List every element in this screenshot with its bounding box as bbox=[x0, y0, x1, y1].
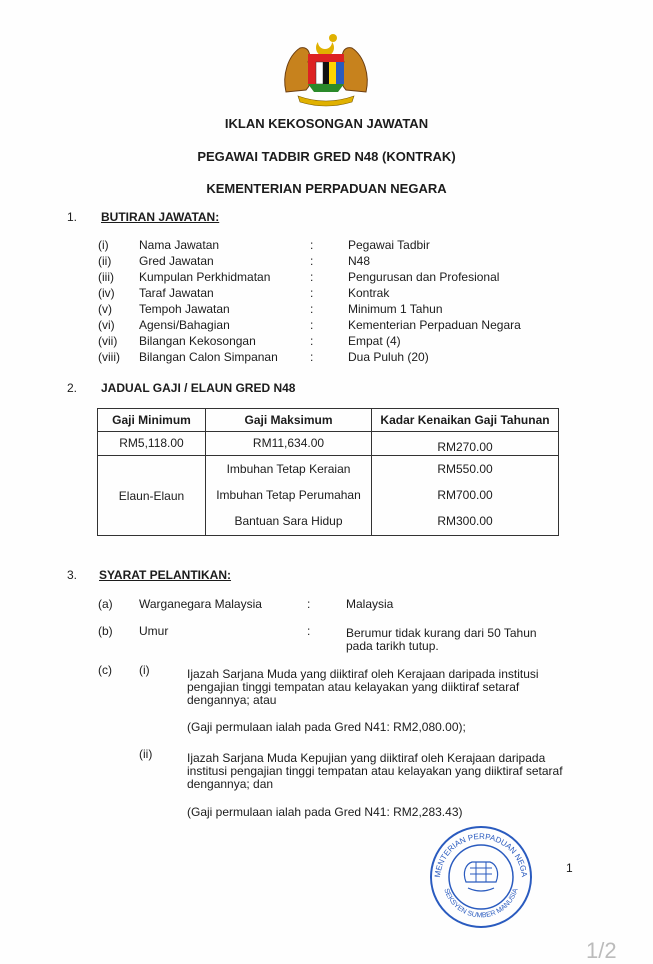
list-item-label: Umur bbox=[139, 624, 169, 638]
list-item-separator: : bbox=[307, 624, 311, 638]
paragraph-line: institusi pengajian tinggi tempatan atau kelayakan yang diiktiraf setaraf bbox=[187, 764, 563, 778]
list-item-separator: : bbox=[310, 286, 314, 300]
list-item-value: Empat (4) bbox=[348, 334, 401, 348]
list-item-separator: : bbox=[310, 350, 314, 364]
table-cell: Elaun-Elaun bbox=[98, 456, 206, 536]
section-heading: JADUAL GAJI / ELAUN GRED N48 bbox=[101, 381, 296, 395]
table-row bbox=[98, 456, 559, 482]
list-item-label: Tempoh Jawatan bbox=[139, 302, 230, 316]
page-number: 1 bbox=[566, 861, 573, 875]
position-title: PEGAWAI TADBIR GRED N48 (KONTRAK) bbox=[197, 149, 456, 164]
list-item-label: Bilangan Kekosongan bbox=[139, 334, 256, 348]
list-item-separator: : bbox=[307, 597, 311, 611]
table-header-row bbox=[98, 409, 559, 432]
table-cell: RM300.00 bbox=[372, 508, 559, 536]
list-item-index: (i) bbox=[139, 663, 150, 677]
list-item-label: Kumpulan Perkhidmatan bbox=[139, 270, 271, 284]
list-item-value: Kementerian Perpaduan Negara bbox=[348, 318, 521, 332]
list-item-index: (a) bbox=[98, 597, 113, 611]
list-item-index: (iv) bbox=[98, 286, 115, 300]
list-item-separator: : bbox=[310, 238, 314, 252]
paragraph-line: Ijazah Sarjana Muda Kepujian yang diiktiraf oleh Kerajaan daripada bbox=[187, 751, 546, 765]
malaysia-coat-of-arms-icon bbox=[278, 30, 374, 108]
section-heading: BUTIRAN JAWATAN: bbox=[101, 210, 220, 224]
table-row bbox=[98, 432, 559, 456]
list-item-index: (vii) bbox=[98, 334, 118, 348]
table-cell: RM5,118.00 bbox=[98, 432, 206, 456]
list-item-label: Warganegara Malaysia bbox=[139, 597, 262, 611]
paragraph-line: Ijazah Sarjana Muda yang diiktiraf oleh Kerajaan daripada institusi bbox=[187, 667, 539, 681]
list-item-value: Kontrak bbox=[348, 286, 390, 300]
table-header-cell: Gaji Minimum bbox=[98, 409, 206, 432]
table-cell: RM700.00 bbox=[372, 482, 559, 508]
list-item-value: Minimum 1 Tahun bbox=[348, 302, 443, 316]
list-item-value: Berumur tidak kurang dari 50 Tahun bbox=[346, 626, 537, 640]
list-item-separator: : bbox=[310, 334, 314, 348]
section-heading: SYARAT PELANTIKAN: bbox=[99, 568, 232, 582]
salary-note: (Gaji permulaan ialah pada Gred N41: RM2,283.43) bbox=[187, 805, 463, 819]
list-item-index: (c) bbox=[98, 663, 112, 677]
list-item-index: (viii) bbox=[98, 350, 120, 364]
list-item-index: (iii) bbox=[98, 270, 114, 284]
table-cell: Imbuhan Tetap Keraian bbox=[206, 456, 372, 482]
list-item-separator: : bbox=[310, 270, 314, 284]
table-cell: RM550.00 bbox=[372, 456, 559, 482]
ministry-title: KEMENTERIAN PERPADUAN NEGARA bbox=[206, 181, 447, 196]
list-item-label: Bilangan Calon Simpanan bbox=[139, 350, 278, 364]
list-item-index: (ii) bbox=[139, 747, 153, 761]
section-number: 2. bbox=[67, 381, 78, 395]
table-cell: Imbuhan Tetap Perumahan bbox=[206, 482, 372, 508]
salary-note: (Gaji permulaan ialah pada Gred N41: RM2,080.00); bbox=[187, 720, 466, 734]
list-item-value: N48 bbox=[348, 254, 371, 268]
list-item-label: Gred Jawatan bbox=[139, 254, 214, 268]
list-item-value: Pegawai Tadbir bbox=[348, 238, 430, 252]
salary-table bbox=[97, 408, 559, 536]
list-item-value: Pengurusan dan Profesional bbox=[348, 270, 500, 284]
list-item-index: (i) bbox=[98, 238, 109, 252]
section-number: 1. bbox=[67, 210, 78, 224]
paragraph-line: pengajian tinggi tempatan atau kelayakan yang diiktiraf setaraf bbox=[187, 680, 520, 694]
paragraph-line: dengannya; atau bbox=[187, 693, 277, 707]
table-header-cell: Kadar Kenaikan Gaji Tahunan bbox=[372, 409, 559, 432]
list-item-separator: : bbox=[310, 318, 314, 332]
list-item-label: Taraf Jawatan bbox=[139, 286, 214, 300]
table-cell: Bantuan Sara Hidup bbox=[206, 508, 372, 536]
svg-text:SEKSYEN SUMBER MANUSIA: SEKSYEN SUMBER MANUSIA bbox=[442, 887, 520, 920]
ministry-stamp-icon bbox=[426, 822, 536, 932]
list-item-value: Dua Puluh (20) bbox=[348, 350, 429, 364]
list-item-label: Nama Jawatan bbox=[139, 238, 220, 252]
list-item-index: (ii) bbox=[98, 254, 112, 268]
notice-title: IKLAN KEKOSONGAN JAWATAN bbox=[224, 116, 429, 131]
svg-text:KEMENTERIAN PERPADUAN NEGARA: MENTERIAN PERPADUAN NEGA bbox=[432, 831, 529, 879]
table-cell: RM270.00 bbox=[372, 432, 559, 456]
list-item-separator: : bbox=[310, 254, 314, 268]
list-item-label: Agensi/Bahagian bbox=[139, 318, 230, 332]
list-item-index: (v) bbox=[98, 302, 112, 316]
list-item-value: Malaysia bbox=[346, 597, 394, 611]
section-number: 3. bbox=[67, 568, 78, 582]
list-item-index: (b) bbox=[98, 624, 113, 638]
page-counter: 1/2 bbox=[586, 938, 617, 963]
paragraph-line: dengannya; dan bbox=[187, 777, 274, 791]
list-item-index: (vi) bbox=[98, 318, 115, 332]
list-item-value: pada tarikh tutup. bbox=[346, 639, 439, 653]
list-item-separator: : bbox=[310, 302, 314, 316]
table-header-cell: Gaji Maksimum bbox=[206, 409, 372, 432]
table-cell: RM11,634.00 bbox=[206, 432, 372, 456]
